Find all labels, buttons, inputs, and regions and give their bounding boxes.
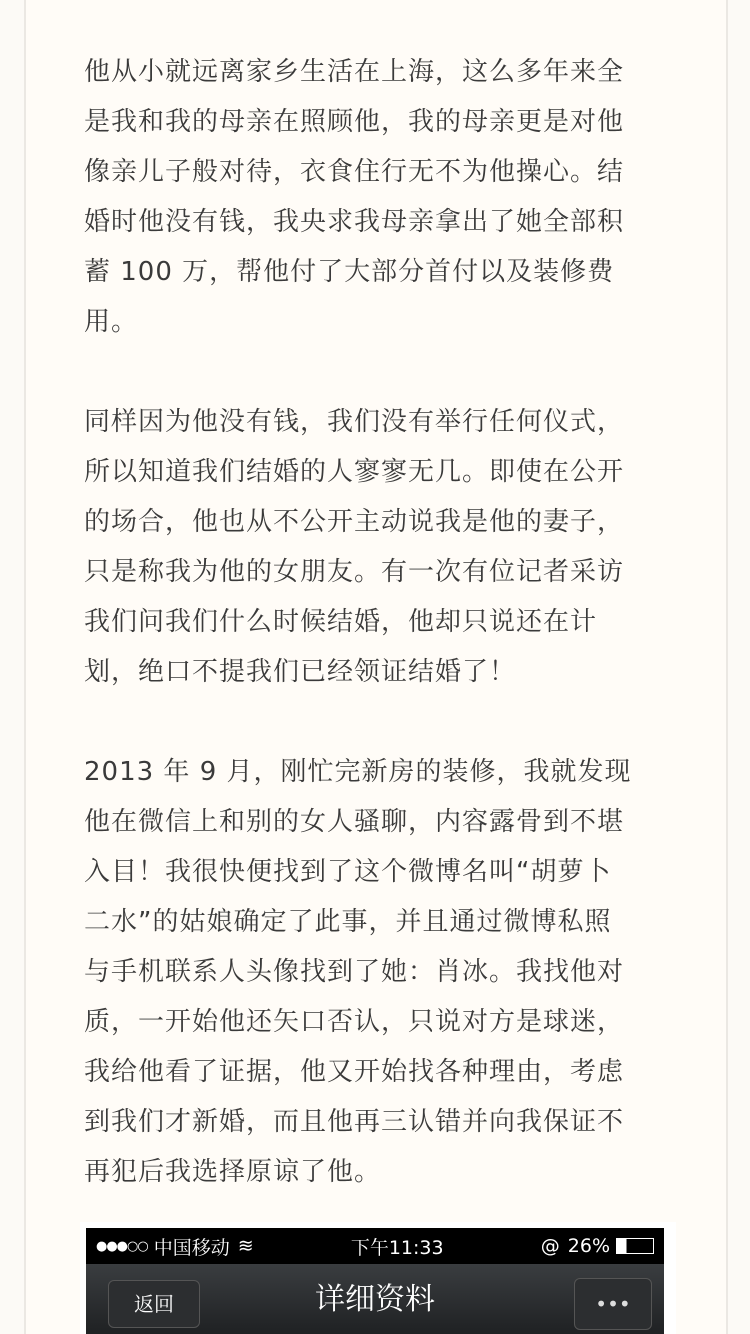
paragraph: [84, 47, 684, 347]
text-line: 同样因为他没有钱，我们没有举行任何仪式，: [84, 407, 625, 437]
text-line: 划，绝口不提我们已经领证结婚了！: [84, 657, 517, 687]
text-line: 用。: [84, 307, 139, 337]
carrier-label: 中国移动: [153, 1236, 230, 1259]
text-line: 蓄 100 万，帮他付了大部分首付以及装修费: [84, 257, 615, 287]
text-line: 我给他看了证据，他又开始找各种理由，考虑: [84, 1057, 625, 1087]
text-line: 是我和我的母亲在照顾他，我的母亲更是对他: [84, 107, 625, 137]
time-label: 下午11:33: [350, 1236, 444, 1259]
text-line: 二水”的姑娘确定了此事，并且通过微博私照: [84, 907, 612, 937]
battery-icon: [616, 1238, 654, 1254]
nav-title: 详细资料: [315, 1282, 435, 1317]
text-line: 所以知道我们结婚的人寥寥无几。即使在公开: [84, 457, 625, 487]
text-line: 质，一开始他还矢口否认，只说对方是球迷，: [84, 1007, 625, 1037]
text-line: 他在微信上和别的女人骚聊，内容露骨到不堪: [84, 807, 625, 837]
text-line: 婚时他没有钱，我央求我母亲拿出了她全部积: [84, 207, 625, 237]
text-line: 像亲儿子般对待，衣食住行无不为他操心。结: [84, 157, 625, 187]
text-line: 的场合，他也从不公开主动说我是他的妻子，: [84, 507, 625, 537]
signal-icon: ●●●○○: [96, 1238, 148, 1254]
more-button[interactable]: •••: [574, 1278, 652, 1330]
text-line: 入目！我很快便找到了这个微博名叫“胡萝卜: [84, 857, 612, 887]
rotation-lock-icon: @: [540, 1235, 560, 1257]
text-line: 再犯后我选择原谅了他。: [84, 1157, 382, 1187]
text-line: 2013 年 9 月，刚忙完新房的装修，我就发现: [84, 757, 632, 787]
paragraph: [84, 747, 684, 1197]
text-line: 到我们才新婚，而且他再三认错并向我保证不: [84, 1107, 625, 1137]
text-line: 只是称我为他的女朋友。有一次有位记者采访: [84, 557, 625, 587]
wifi-icon: ≋: [237, 1235, 254, 1257]
paragraph: [84, 397, 684, 697]
nav-bar: [86, 1264, 664, 1334]
back-button[interactable]: 返回: [108, 1280, 200, 1328]
text-line: 与手机联系人头像找到了她：肖冰。我找他对: [84, 957, 625, 987]
battery-label: 26%: [567, 1235, 610, 1257]
embedded-screenshot: [80, 1222, 676, 1334]
status-bar: [86, 1228, 664, 1264]
article-body: [84, 47, 684, 1247]
text-line: 我们问我们什么时候结婚，他却只说还在计: [84, 607, 598, 637]
text-line: 他从小就远离家乡生活在上海，这么多年来全: [84, 57, 625, 87]
